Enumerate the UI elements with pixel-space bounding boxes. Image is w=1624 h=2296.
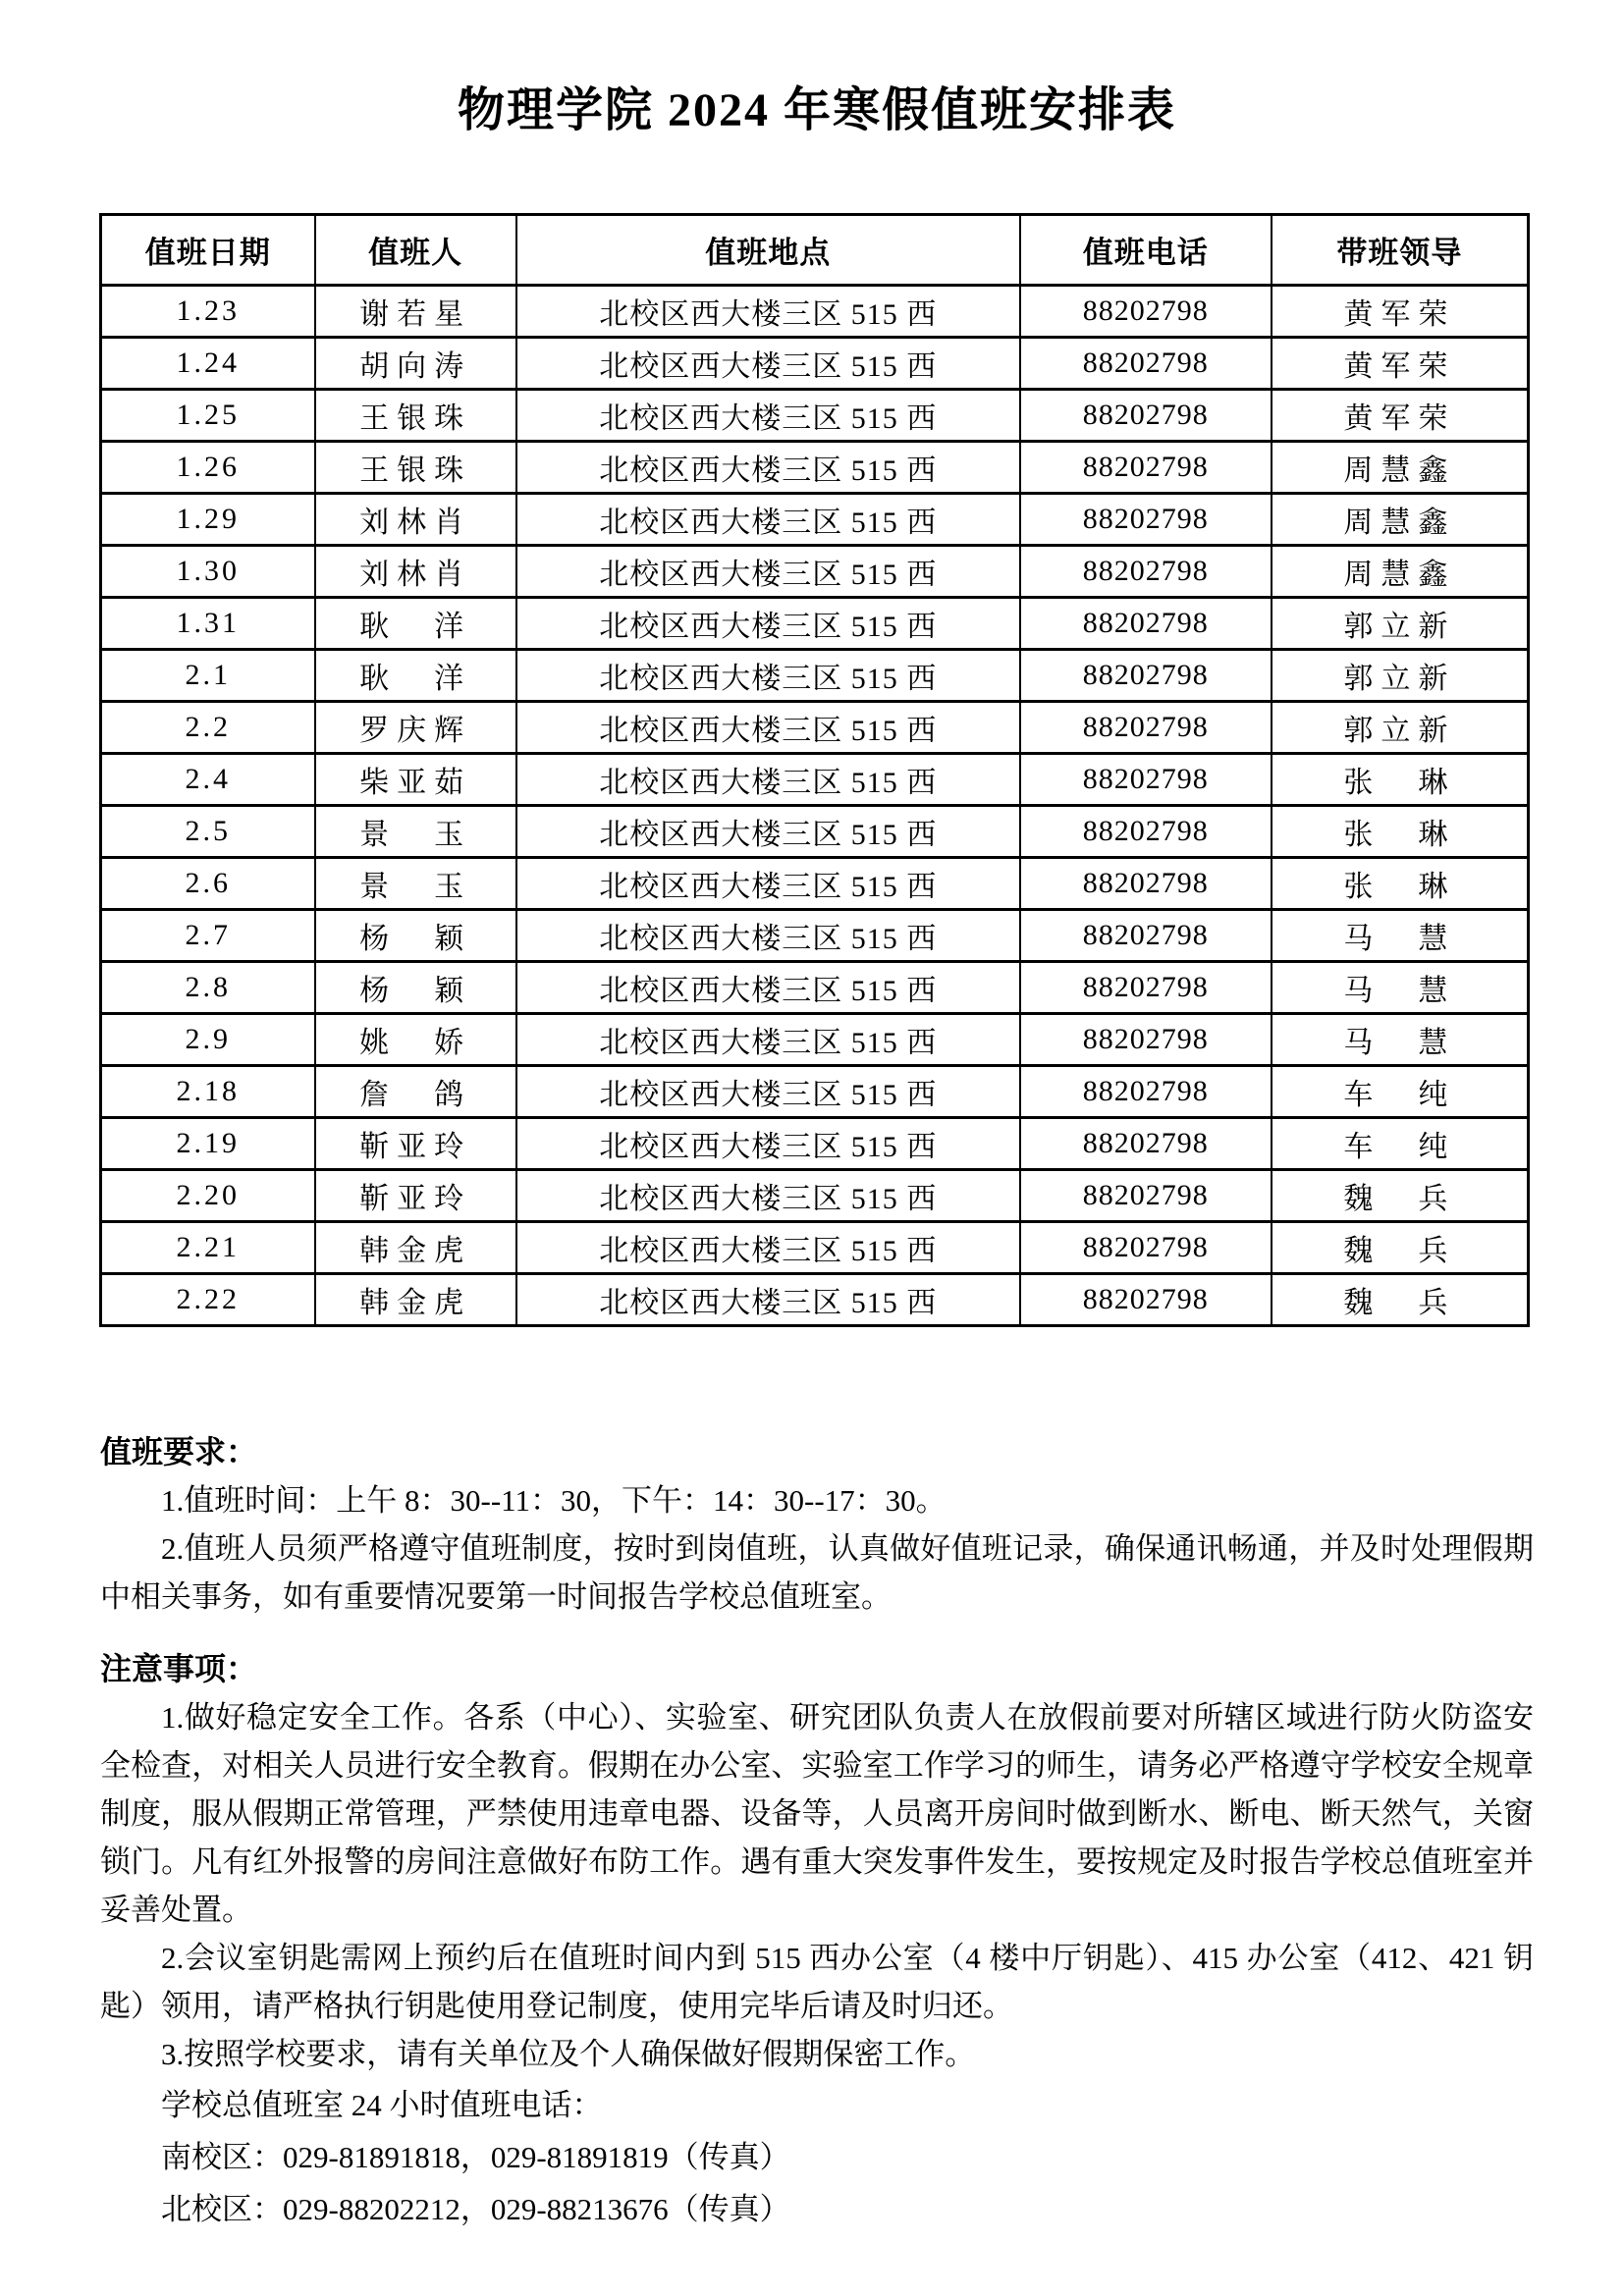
cell-duty-leader: 郭立新 bbox=[1272, 598, 1529, 650]
cell-duty-date: 2.1 bbox=[101, 650, 315, 702]
cell-duty-leader: 周慧鑫 bbox=[1272, 442, 1529, 494]
notes-section bbox=[100, 1645, 1534, 2078]
column-header-duty-person: 值班人 bbox=[315, 215, 516, 286]
cell-duty-date: 2.5 bbox=[101, 806, 315, 858]
cell-duty-leader: 魏 兵 bbox=[1272, 1170, 1529, 1222]
cell-duty-leader: 周慧鑫 bbox=[1272, 546, 1529, 598]
cell-duty-leader: 郭立新 bbox=[1272, 650, 1529, 702]
column-header-duty-leader: 带班领导 bbox=[1272, 215, 1529, 286]
column-header-duty-date: 值班日期 bbox=[101, 215, 315, 286]
cell-duty-person: 柴亚茹 bbox=[315, 754, 516, 806]
cell-duty-date: 2.8 bbox=[101, 962, 315, 1014]
cell-duty-location: 北校区西大楼三区 515 西 bbox=[516, 598, 1020, 650]
cell-duty-location: 北校区西大楼三区 515 西 bbox=[516, 494, 1020, 546]
cell-duty-leader: 马 慧 bbox=[1272, 962, 1529, 1014]
table-row bbox=[101, 286, 1529, 338]
cell-duty-phone: 88202798 bbox=[1020, 910, 1272, 962]
cell-duty-phone: 88202798 bbox=[1020, 390, 1272, 442]
cell-duty-phone: 88202798 bbox=[1020, 1274, 1272, 1326]
table-row bbox=[101, 1274, 1529, 1326]
cell-duty-phone: 88202798 bbox=[1020, 494, 1272, 546]
cell-duty-person: 谢若星 bbox=[315, 286, 516, 338]
cell-duty-location: 北校区西大楼三区 515 西 bbox=[516, 1222, 1020, 1274]
cell-duty-date: 2.6 bbox=[101, 858, 315, 910]
notes-item-1: 1.做好稳定安全工作。各系（中心）、实验室、研究团队负责人在放假前要对所辖区域进行防火防盗安全检查，对相关人员进行安全教育。假期在办公室、实验室工作学习的师生，请务必严格遵守学校安全规章制度，服从假期正常管理，严禁使用违章电器、设备等，人员离开房间时做到断水、断电、断天然气，关窗锁门。凡有红外报警的房间注意做好布防工作。遇有重大突发事件发生，要按规定及时报告学校总值班室并妥善处置。 bbox=[100, 1700, 1534, 1927]
table-row bbox=[101, 494, 1529, 546]
cell-duty-leader: 魏 兵 bbox=[1272, 1274, 1529, 1326]
contact-south-campus-phone: 南校区：029-81891818，029-81891819（传真） bbox=[161, 2140, 790, 2174]
cell-duty-person: 罗庆辉 bbox=[315, 702, 516, 754]
table-row bbox=[101, 1118, 1529, 1170]
cell-duty-leader: 周慧鑫 bbox=[1272, 494, 1529, 546]
table-row bbox=[101, 338, 1529, 390]
cell-duty-date: 2.22 bbox=[101, 1274, 315, 1326]
cell-duty-location: 北校区西大楼三区 515 西 bbox=[516, 546, 1020, 598]
table-row bbox=[101, 650, 1529, 702]
cell-duty-phone: 88202798 bbox=[1020, 1170, 1272, 1222]
cell-duty-person: 刘林肖 bbox=[315, 546, 516, 598]
cell-duty-date: 2.18 bbox=[101, 1066, 315, 1118]
contact-section bbox=[100, 2079, 1534, 2235]
cell-duty-date: 1.23 bbox=[101, 286, 315, 338]
cell-duty-phone: 88202798 bbox=[1020, 442, 1272, 494]
table-row bbox=[101, 598, 1529, 650]
cell-duty-person: 靳亚玲 bbox=[315, 1170, 516, 1222]
cell-duty-location: 北校区西大楼三区 515 西 bbox=[516, 910, 1020, 962]
table-row bbox=[101, 442, 1529, 494]
cell-duty-phone: 88202798 bbox=[1020, 1222, 1272, 1274]
table-row bbox=[101, 1066, 1529, 1118]
cell-duty-person: 胡向涛 bbox=[315, 338, 516, 390]
cell-duty-phone: 88202798 bbox=[1020, 546, 1272, 598]
cell-duty-person: 姚 娇 bbox=[315, 1014, 516, 1066]
cell-duty-person: 靳亚玲 bbox=[315, 1118, 516, 1170]
duty-requirements-section bbox=[100, 1428, 1534, 1621]
cell-duty-date: 2.19 bbox=[101, 1118, 315, 1170]
cell-duty-leader: 张 琳 bbox=[1272, 754, 1529, 806]
cell-duty-date: 2.7 bbox=[101, 910, 315, 962]
cell-duty-location: 北校区西大楼三区 515 西 bbox=[516, 1118, 1020, 1170]
cell-duty-leader: 马 慧 bbox=[1272, 910, 1529, 962]
cell-duty-leader: 车 纯 bbox=[1272, 1066, 1529, 1118]
cell-duty-person: 景 玉 bbox=[315, 858, 516, 910]
cell-duty-location: 北校区西大楼三区 515 西 bbox=[516, 754, 1020, 806]
cell-duty-phone: 88202798 bbox=[1020, 962, 1272, 1014]
cell-duty-phone: 88202798 bbox=[1020, 754, 1272, 806]
cell-duty-leader: 张 琳 bbox=[1272, 858, 1529, 910]
cell-duty-leader: 黄军荣 bbox=[1272, 286, 1529, 338]
cell-duty-phone: 88202798 bbox=[1020, 1118, 1272, 1170]
requirements-item-2: 2.值班人员须严格遵守值班制度，按时到岗值班，认真做好值班记录，确保通讯畅通，并及时处理假期中相关事务，如有重要情况要第一时间报告学校总值班室。 bbox=[100, 1531, 1534, 1614]
cell-duty-person: 刘林肖 bbox=[315, 494, 516, 546]
cell-duty-person: 王银珠 bbox=[315, 390, 516, 442]
cell-duty-date: 1.30 bbox=[101, 546, 315, 598]
cell-duty-location: 北校区西大楼三区 515 西 bbox=[516, 806, 1020, 858]
cell-duty-date: 2.21 bbox=[101, 1222, 315, 1274]
cell-duty-person: 杨 颖 bbox=[315, 910, 516, 962]
cell-duty-person: 王银珠 bbox=[315, 442, 516, 494]
cell-duty-phone: 88202798 bbox=[1020, 598, 1272, 650]
cell-duty-phone: 88202798 bbox=[1020, 286, 1272, 338]
requirements-heading: 值班要求： bbox=[100, 1434, 258, 1469]
table-header-row bbox=[101, 215, 1529, 286]
cell-duty-date: 2.20 bbox=[101, 1170, 315, 1222]
requirements-item-1: 1.值班时间：上午 8：30--11：30，下午：14：30--17：30。 bbox=[161, 1483, 947, 1518]
notes-heading: 注意事项： bbox=[100, 1651, 258, 1686]
cell-duty-person: 耿 洋 bbox=[315, 650, 516, 702]
cell-duty-leader: 黄军荣 bbox=[1272, 390, 1529, 442]
table-row bbox=[101, 806, 1529, 858]
table-row bbox=[101, 1222, 1529, 1274]
table-row bbox=[101, 702, 1529, 754]
cell-duty-date: 1.26 bbox=[101, 442, 315, 494]
cell-duty-location: 北校区西大楼三区 515 西 bbox=[516, 962, 1020, 1014]
cell-duty-date: 2.9 bbox=[101, 1014, 315, 1066]
cell-duty-location: 北校区西大楼三区 515 西 bbox=[516, 390, 1020, 442]
cell-duty-person: 詹 鸽 bbox=[315, 1066, 516, 1118]
cell-duty-person: 杨 颖 bbox=[315, 962, 516, 1014]
cell-duty-person: 耿 洋 bbox=[315, 598, 516, 650]
cell-duty-phone: 88202798 bbox=[1020, 858, 1272, 910]
column-header-duty-phone: 值班电话 bbox=[1020, 215, 1272, 286]
column-header-duty-location: 值班地点 bbox=[516, 215, 1020, 286]
duty-schedule-table bbox=[99, 213, 1530, 1327]
table-row bbox=[101, 1014, 1529, 1066]
cell-duty-date: 1.24 bbox=[101, 338, 315, 390]
cell-duty-location: 北校区西大楼三区 515 西 bbox=[516, 286, 1020, 338]
cell-duty-phone: 88202798 bbox=[1020, 1014, 1272, 1066]
cell-duty-date: 2.4 bbox=[101, 754, 315, 806]
cell-duty-leader: 郭立新 bbox=[1272, 702, 1529, 754]
cell-duty-person: 景 玉 bbox=[315, 806, 516, 858]
cell-duty-leader: 马 慧 bbox=[1272, 1014, 1529, 1066]
table-row bbox=[101, 754, 1529, 806]
table-row bbox=[101, 962, 1529, 1014]
table-row bbox=[101, 858, 1529, 910]
cell-duty-person: 韩金虎 bbox=[315, 1274, 516, 1326]
cell-duty-location: 北校区西大楼三区 515 西 bbox=[516, 442, 1020, 494]
cell-duty-date: 1.29 bbox=[101, 494, 315, 546]
cell-duty-location: 北校区西大楼三区 515 西 bbox=[516, 858, 1020, 910]
cell-duty-phone: 88202798 bbox=[1020, 806, 1272, 858]
cell-duty-leader: 张 琳 bbox=[1272, 806, 1529, 858]
cell-duty-phone: 88202798 bbox=[1020, 650, 1272, 702]
cell-duty-leader: 车 纯 bbox=[1272, 1118, 1529, 1170]
cell-duty-date: 2.2 bbox=[101, 702, 315, 754]
cell-duty-phone: 88202798 bbox=[1020, 1066, 1272, 1118]
cell-duty-location: 北校区西大楼三区 515 西 bbox=[516, 1014, 1020, 1066]
cell-duty-location: 北校区西大楼三区 515 西 bbox=[516, 1274, 1020, 1326]
cell-duty-leader: 黄军荣 bbox=[1272, 338, 1529, 390]
contact-north-campus-phone: 北校区：029-88202212，029-88213676（传真） bbox=[161, 2192, 790, 2226]
notes-item-3: 3.按照学校要求，请有关单位及个人确保做好假期保密工作。 bbox=[161, 2037, 976, 2071]
cell-duty-location: 北校区西大楼三区 515 西 bbox=[516, 1170, 1020, 1222]
table-row bbox=[101, 390, 1529, 442]
table-row bbox=[101, 546, 1529, 598]
table-row bbox=[101, 910, 1529, 962]
cell-duty-person: 韩金虎 bbox=[315, 1222, 516, 1274]
contact-heading: 学校总值班室 24 小时值班电话： bbox=[161, 2088, 603, 2122]
cell-duty-location: 北校区西大楼三区 515 西 bbox=[516, 338, 1020, 390]
cell-duty-phone: 88202798 bbox=[1020, 702, 1272, 754]
table-row bbox=[101, 1170, 1529, 1222]
cell-duty-date: 1.25 bbox=[101, 390, 315, 442]
cell-duty-leader: 魏 兵 bbox=[1272, 1222, 1529, 1274]
notes-item-2: 2.会议室钥匙需网上预约后在值班时间内到 515 西办公室（4 楼中厅钥匙）、415 办公室（412、421 钥匙）领用，请严格执行钥匙使用登记制度，使用完毕后请及时归还。 bbox=[100, 1941, 1534, 2023]
cell-duty-location: 北校区西大楼三区 515 西 bbox=[516, 1066, 1020, 1118]
cell-duty-location: 北校区西大楼三区 515 西 bbox=[516, 702, 1020, 754]
cell-duty-date: 1.31 bbox=[101, 598, 315, 650]
page-title: 物理学院 2024 年寒假值班安排表 bbox=[457, 84, 1176, 136]
cell-duty-location: 北校区西大楼三区 515 西 bbox=[516, 650, 1020, 702]
duty-table-body bbox=[101, 286, 1529, 1326]
cell-duty-phone: 88202798 bbox=[1020, 338, 1272, 390]
